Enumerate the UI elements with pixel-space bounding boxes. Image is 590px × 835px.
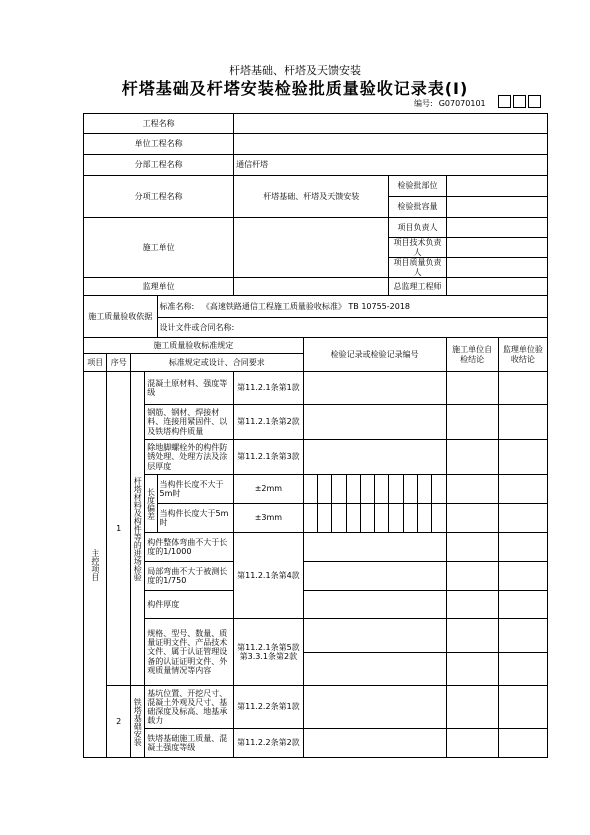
group-1-label: 杆塔材料及构件等的进场检验 — [133, 476, 143, 581]
label-supervision-unit: 监理单位 — [84, 278, 234, 296]
label-sub-project: 分部工程名称 — [84, 155, 234, 176]
value-supervision-unit[interactable] — [234, 278, 389, 296]
spec-title: 施工质量验收标准规定 — [84, 338, 304, 354]
main-control-label: 主控项目 — [90, 548, 100, 581]
measure-4-9[interactable] — [418, 475, 432, 504]
value-row-5: ±3mm — [234, 504, 303, 533]
label-item-project: 分项工程名称 — [84, 176, 234, 218]
length-dev-label: 长度偏差 — [146, 487, 156, 520]
supervision-row-2[interactable] — [498, 405, 547, 440]
clause-row-3: 第11.2.1条第3款 — [234, 440, 303, 475]
req-row-4: 当构件长度不大于5m时 — [157, 475, 234, 504]
clause-row-6-8: 第11.2.1条第4款 — [234, 533, 303, 619]
supervision-row-9b[interactable] — [498, 653, 547, 686]
code-value: G07070101 — [438, 99, 486, 108]
code-box-2[interactable] — [513, 95, 526, 108]
seq-2: 2 — [107, 686, 130, 758]
measure-4-6[interactable] — [375, 475, 389, 504]
self-check-row-10[interactable] — [446, 686, 498, 729]
standard-name — [157, 296, 547, 318]
standard-name-label: 标准名称: — [159, 301, 195, 311]
value-inspection-capacity[interactable] — [446, 197, 547, 218]
req-row-7: 局部弯曲不大于被测长度的1/750 — [145, 562, 234, 591]
measure-5-8[interactable] — [403, 504, 417, 533]
record-row-3[interactable] — [303, 440, 446, 475]
form-category: 杆塔基础、杆塔及天馈安装 — [229, 64, 361, 77]
construction-conclusion-header: 施工单位自检结论 — [446, 338, 498, 372]
measure-4-8[interactable] — [403, 475, 417, 504]
supervision-row-10[interactable] — [498, 686, 547, 729]
self-check-row-5[interactable] — [446, 504, 498, 533]
group-1-cell — [130, 372, 144, 686]
item-header: 项目 — [84, 354, 107, 372]
form-title: 杆塔基础及杆塔安装检验批质量验收记录表(Ⅰ) — [121, 79, 469, 98]
label-tech-manager: 项目技术负责人 — [389, 238, 446, 258]
label-project-manager: 项目负责人 — [389, 218, 446, 238]
value-quality-manager[interactable] — [446, 258, 547, 278]
value-row-4: ±2mm — [234, 475, 303, 504]
measure-5-2[interactable] — [317, 504, 331, 533]
record-title: 检验记录或检验记录编号 — [303, 338, 446, 372]
self-check-row-9b[interactable] — [446, 653, 498, 686]
supervision-row-3[interactable] — [498, 440, 547, 475]
value-chief-engineer[interactable] — [446, 278, 547, 296]
record-row-9b[interactable] — [303, 653, 446, 686]
measure-4-10[interactable] — [432, 475, 446, 504]
req-row-5: 当构件长度大于5m时 — [157, 504, 234, 533]
seq-1: 1 — [107, 372, 130, 686]
req-row-8: 构件厚度 — [145, 591, 234, 619]
measure-4-5[interactable] — [360, 475, 374, 504]
supervision-row-6[interactable] — [498, 533, 547, 562]
measure-5-1[interactable] — [303, 504, 317, 533]
seq-header: 序号 — [107, 354, 130, 372]
value-tech-manager[interactable] — [446, 238, 547, 258]
group-2-cell — [130, 686, 144, 758]
group-2-label: 铁塔基础安装 — [133, 697, 143, 746]
value-project-name[interactable] — [234, 114, 548, 134]
supervision-row-8[interactable] — [498, 591, 547, 619]
req-row-11: 铁塔基础施工质量、混凝土强度等级 — [145, 729, 234, 758]
supervision-conclusion-header: 监理单位验收结论 — [498, 338, 547, 372]
acceptance-table — [83, 113, 548, 758]
supervision-row-9a[interactable] — [498, 619, 547, 653]
label-quality-manager: 项目质量负责人 — [389, 258, 446, 278]
clause-row-9: 第11.2.1条第5款第3.3.1条第2款 — [234, 619, 303, 686]
value-sub-project[interactable]: 通信杆塔 — [234, 155, 548, 176]
label-project-name: 工程名称 — [84, 114, 234, 134]
label-inspection-capacity: 检验批容量 — [389, 197, 446, 218]
value-unit-project[interactable] — [234, 134, 548, 155]
requirement-header: 标准规定或设计、合同要求 — [130, 354, 303, 372]
record-row-7[interactable] — [303, 562, 446, 591]
value-inspection-location[interactable] — [446, 176, 547, 197]
self-check-row-11[interactable] — [446, 729, 498, 758]
value-item-project[interactable]: 杆塔基础、杆塔及天馈安装 — [234, 176, 389, 218]
self-check-row-3[interactable] — [446, 440, 498, 475]
record-row-6[interactable] — [303, 533, 446, 562]
measure-5-3[interactable] — [332, 504, 346, 533]
record-row-2[interactable] — [303, 405, 446, 440]
req-row-1: 混凝土原材料、强度等级 — [145, 372, 234, 405]
req-row-2: 钢筋、钢材、焊接材料、连接用紧固件、以及铁塔构件质量 — [145, 405, 234, 440]
self-check-row-7[interactable] — [446, 562, 498, 591]
measure-5-9[interactable] — [418, 504, 432, 533]
form-code — [414, 98, 492, 109]
measure-4-4[interactable] — [346, 475, 360, 504]
label-construction-unit: 施工单位 — [84, 218, 234, 278]
self-check-row-2[interactable] — [446, 405, 498, 440]
value-construction-unit[interactable] — [234, 218, 389, 278]
design-doc-label: 设计文件或合同名称: — [159, 322, 235, 332]
design-doc[interactable] — [157, 318, 547, 338]
standard-name-value: 《高速铁路通信工程施工质量验收标准》 TB 10755-2018 — [201, 301, 411, 311]
req-row-3: 除地脚螺栓外的构件防锈处理、处理方法及涂层厚度 — [145, 440, 234, 475]
record-row-8[interactable] — [303, 591, 446, 619]
req-row-6: 构件整体弯曲不大于长度的1/1000 — [145, 533, 234, 562]
self-check-row-9a[interactable] — [446, 619, 498, 653]
clause-row-11: 第11.2.2条第2款 — [234, 729, 303, 758]
self-check-row-8[interactable] — [446, 591, 498, 619]
measure-5-6[interactable] — [375, 504, 389, 533]
measure-5-10[interactable] — [432, 504, 446, 533]
length-dev-cell — [145, 475, 157, 533]
code-box-1[interactable] — [498, 95, 511, 108]
label-unit-project: 单位工程名称 — [84, 134, 234, 155]
label-basis: 施工质量验收依据 — [84, 296, 158, 338]
measure-4-3[interactable] — [332, 475, 346, 504]
supervision-row-1[interactable] — [498, 372, 547, 405]
supervision-row-5[interactable] — [498, 504, 547, 533]
measure-4-2[interactable] — [317, 475, 331, 504]
label-chief-engineer: 总监理工程师 — [389, 278, 446, 296]
req-row-10: 基坑位置、开挖尺寸、混凝土外观及尺寸、基础深度及标高、地基承载力 — [145, 686, 234, 729]
measure-4-1[interactable] — [303, 475, 317, 504]
record-row-9a[interactable] — [303, 619, 446, 653]
clause-row-1: 第11.2.1条第1款 — [234, 372, 303, 405]
measure-5-5[interactable] — [360, 504, 374, 533]
self-check-row-4[interactable] — [446, 475, 498, 504]
clause-row-2: 第11.2.1条第2款 — [234, 405, 303, 440]
record-row-1[interactable] — [303, 372, 446, 405]
self-check-row-1[interactable] — [446, 372, 498, 405]
supervision-row-11[interactable] — [498, 729, 547, 758]
record-row-11[interactable] — [303, 729, 446, 758]
supervision-row-7[interactable] — [498, 562, 547, 591]
clause-row-10: 第11.2.2条第1款 — [234, 686, 303, 729]
main-control-cell — [84, 372, 107, 758]
code-box-3[interactable] — [528, 95, 541, 108]
self-check-row-6[interactable] — [446, 533, 498, 562]
measure-5-7[interactable] — [389, 504, 403, 533]
value-project-manager[interactable] — [446, 218, 547, 238]
code-boxes — [498, 95, 543, 114]
record-row-10[interactable] — [303, 686, 446, 729]
code-label: 编号: — [414, 99, 433, 108]
measure-4-7[interactable] — [389, 475, 403, 504]
label-inspection-location: 检验批部位 — [389, 176, 446, 197]
measure-5-4[interactable] — [346, 504, 360, 533]
supervision-row-4[interactable] — [498, 475, 547, 504]
req-row-9: 规格、型号、数量、质量证明文件、产品技术文件、属于认证管理设备的认证证明文件、外观质量情况等内容 — [145, 619, 234, 686]
